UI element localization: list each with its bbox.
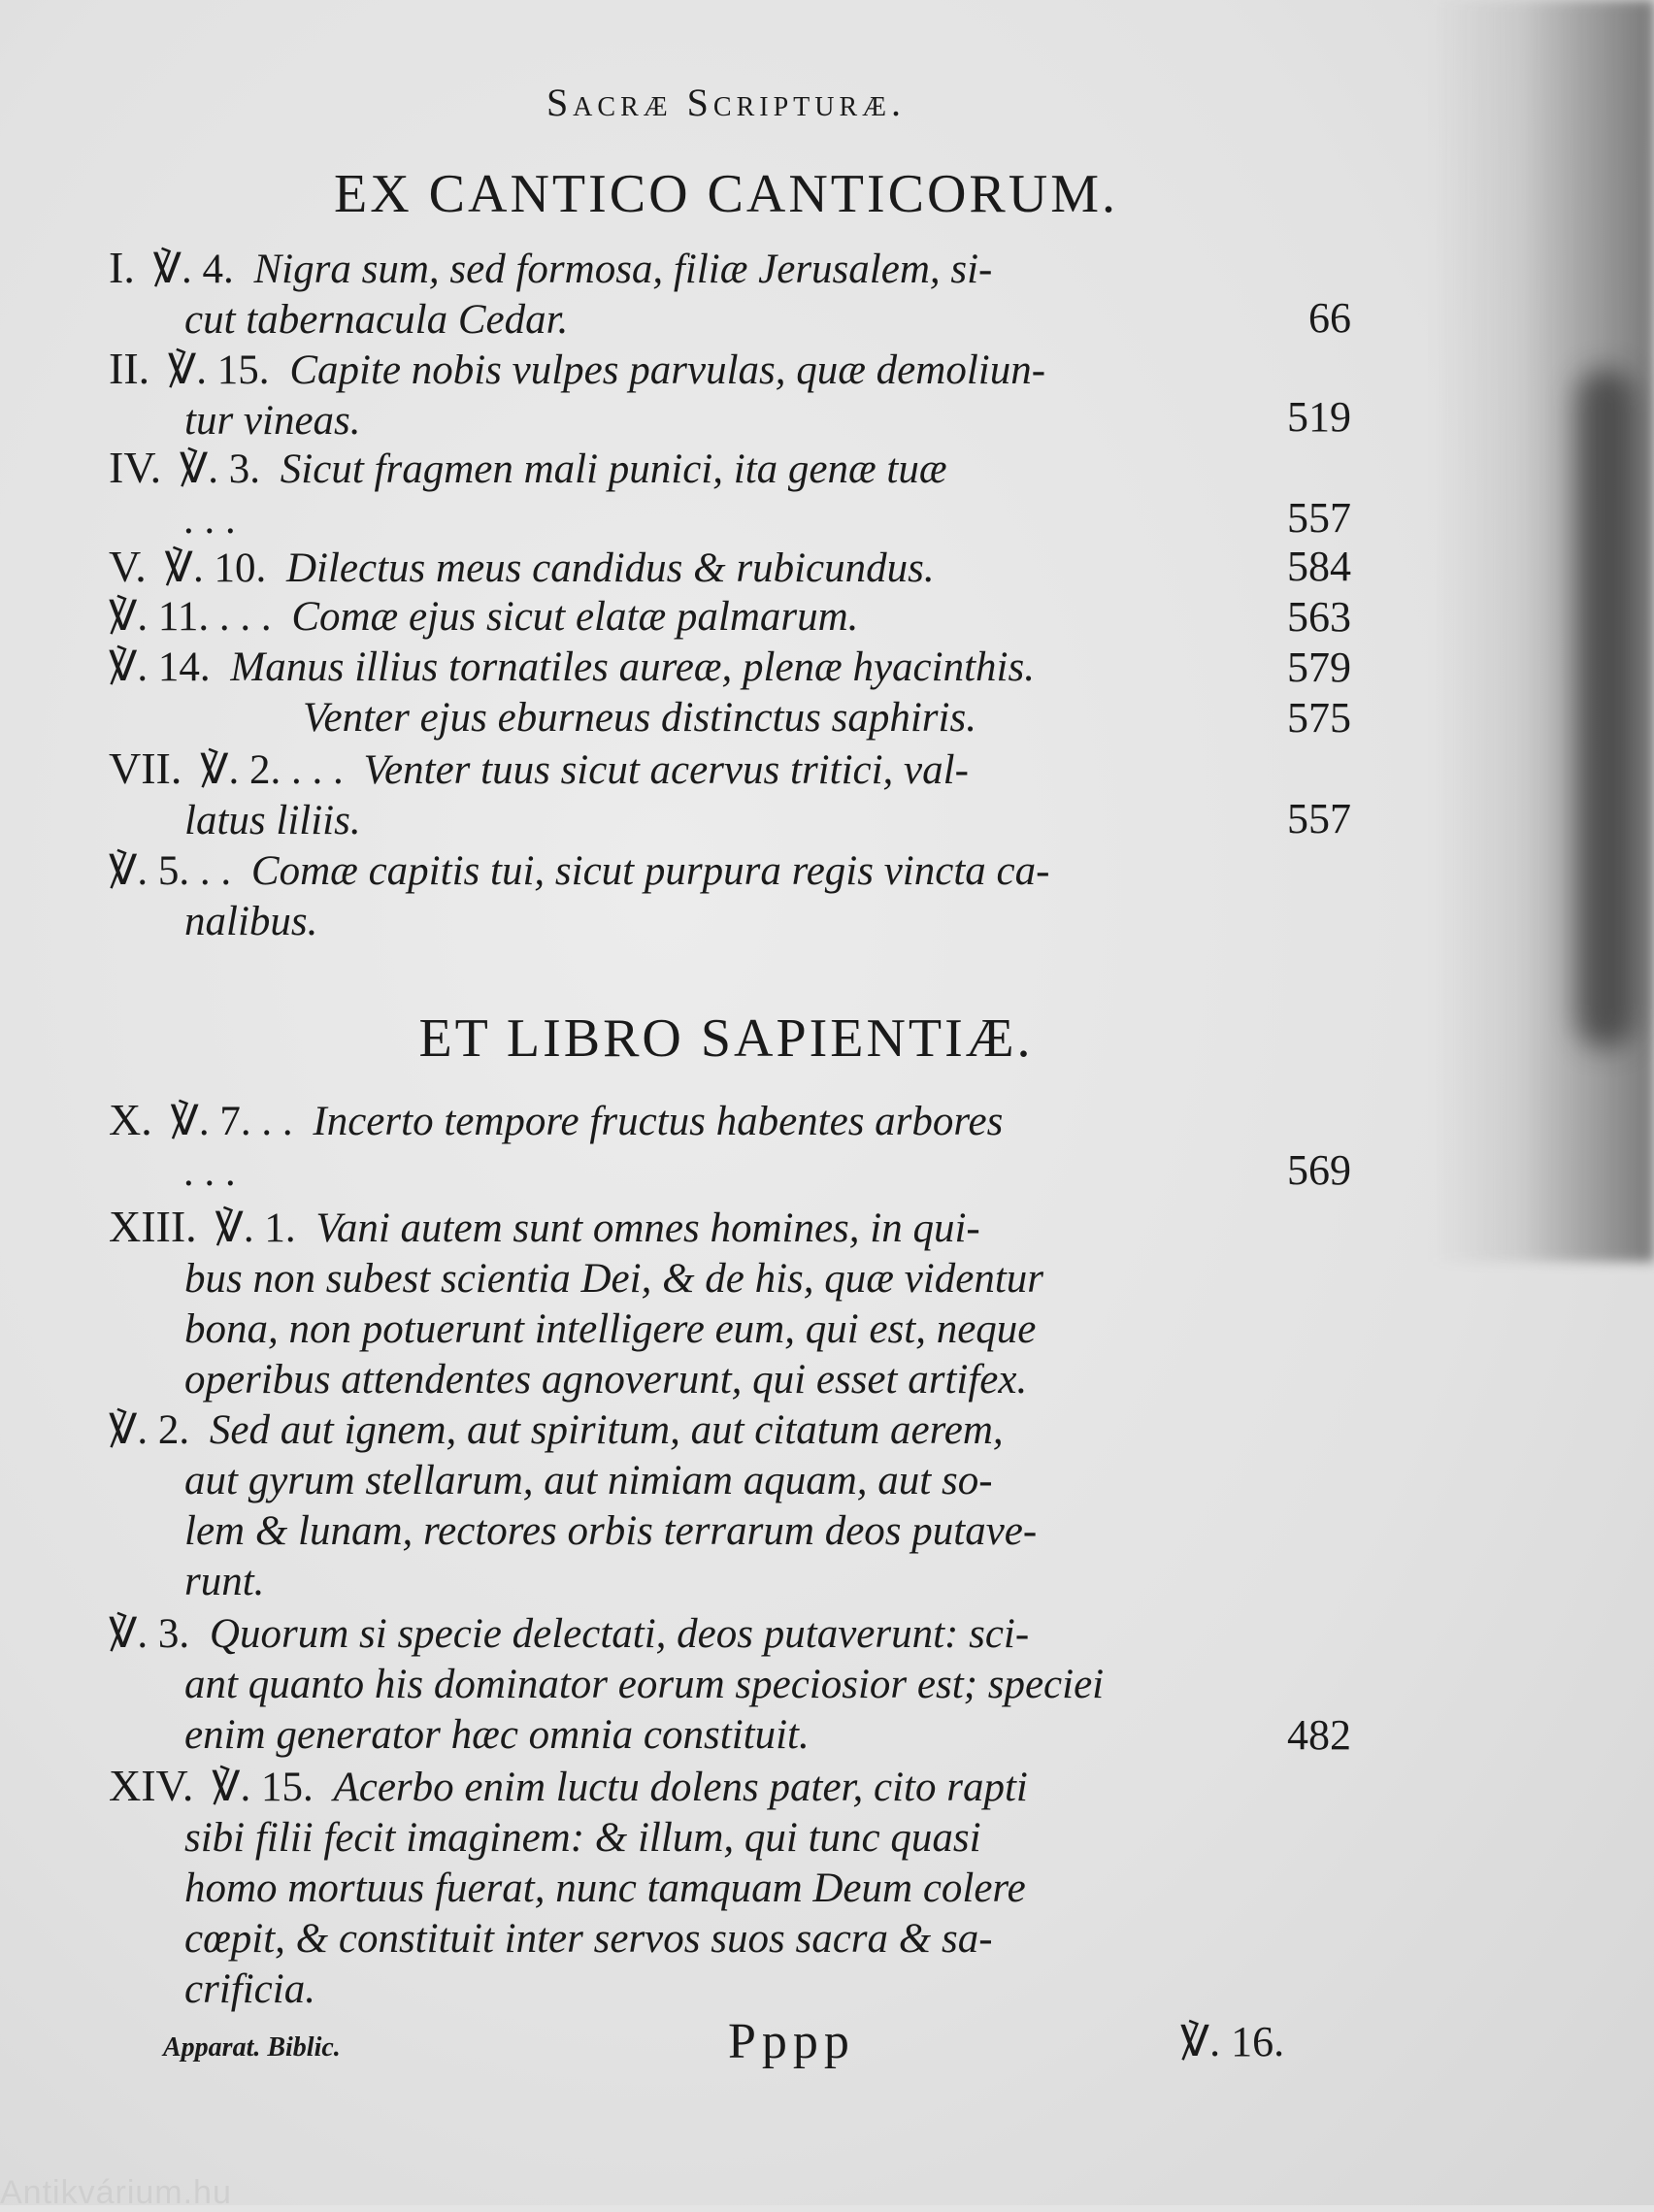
chapter-number: I.: [109, 243, 135, 292]
quotation-line: Quorum si specie delectati, deos putaverunt: sci-: [209, 1611, 1030, 1657]
verse-number: ℣. 2. . . .: [200, 747, 344, 793]
page-reference: 569: [1287, 1146, 1351, 1194]
entry-cant-5: [109, 592, 1246, 643]
catchword: ℣. 16.: [1180, 2018, 1285, 2065]
verse-number: ℣. 3.: [109, 1611, 190, 1657]
entry-cant-3: [109, 443, 1246, 545]
quotation-line: lem & lunam, rectores orbis terrarum deos putave-: [184, 1508, 1038, 1554]
entry-cant-6: [109, 643, 1246, 693]
quotation-line: nalibus.: [184, 899, 318, 944]
verse-number: ℣. 7. . .: [170, 1099, 293, 1144]
page-reference: 519: [1287, 393, 1351, 441]
running-head: Sacræ Scripturæ.: [546, 81, 907, 124]
quotation-line: Comæ ejus sicut elatæ palmarum.: [291, 594, 859, 640]
page-reference: 557: [1287, 494, 1351, 542]
page-reference: 579: [1287, 644, 1351, 691]
quotation-line: sibi filii fecit imaginem: & illum, qui tunc quasi: [184, 1815, 981, 1861]
entry-sap-2: [109, 1202, 1246, 1405]
quotation-line: aut gyrum stellarum, aut nimiam aquam, aut so-: [184, 1458, 993, 1503]
verse-number: ℣. 14.: [109, 644, 211, 690]
page-reference: 575: [1287, 694, 1351, 742]
ink-stain: [1576, 369, 1635, 1048]
entry-cant-8: [109, 743, 1246, 846]
entry-sap-3: [109, 1405, 1246, 1607]
signature-mark: Pppp: [728, 2014, 855, 2069]
entry-cant-1: [109, 243, 1246, 346]
verse-number: ℣. 11. . . .: [109, 594, 272, 640]
quotation-line: operibus attendentes agnoverunt, qui esset artifex.: [184, 1357, 1028, 1403]
quotation-line: homo mortuus fuerat, nunc tamquam Deum colere: [184, 1865, 1026, 1911]
verse-number: ℣. 5. . .: [109, 848, 232, 894]
quotation-line: Vani autem sunt omnes homines, in qui-: [315, 1205, 980, 1251]
verse-number: ℣. 2.: [109, 1407, 190, 1453]
entry-sap-5: [109, 1761, 1246, 2015]
quotation-line: cœpit, & constituit inter servos suos sacra & sa-: [184, 1916, 993, 1962]
quotation-line: runt.: [184, 1559, 265, 1604]
quotation-line: Acerbo enim luctu dolens pater, cito rapti: [333, 1765, 1028, 1810]
quotation-line: Venter ejus eburneus distinctus saphiris.: [303, 695, 976, 741]
chapter-number: IV.: [109, 443, 162, 492]
chapter-number: XIII.: [109, 1202, 197, 1251]
verse-number: ℣. 15.: [167, 347, 270, 393]
verse-number: ℣. 15.: [212, 1765, 314, 1810]
footer-book-title: Apparat. Biblic.: [163, 2032, 341, 2063]
quotation-line: ant quanto his dominator eorum speciosior est; speciei: [184, 1662, 1105, 1707]
quotation-line: enim generator hæc omnia constituit.: [184, 1712, 810, 1758]
page-reference: 66: [1308, 294, 1351, 342]
quotation-line: Venter tuus sicut acervus tritici, val-: [363, 747, 969, 793]
verse-number: ℣. 1.: [215, 1205, 296, 1251]
quotation-line: latus liliis.: [184, 798, 361, 843]
quotation-line: Manus illius tornatiles aureæ, plenæ hyacinthis.: [230, 644, 1035, 690]
chapter-number: II.: [109, 344, 150, 393]
quotation-line: Incerto tempore fructus habentes arbores: [313, 1099, 1004, 1144]
entry-cant-4: [109, 542, 1246, 594]
quotation-line: Sicut fragmen mali punici, ita genæ tuæ: [280, 446, 947, 492]
quotation-line: Capite nobis vulpes parvulas, quæ demoliun-: [289, 347, 1046, 393]
verse-number: ℣. 4.: [152, 247, 234, 292]
quotation-line: tur vineas.: [184, 398, 361, 444]
verse-number: ℣. 3.: [179, 446, 261, 492]
chapter-number: X.: [109, 1095, 152, 1144]
quotation-line: . . .: [184, 1149, 237, 1195]
entry-sap-4: [109, 1609, 1246, 1761]
section-heading-canticum: EX CANTICO CANTICORUM.: [334, 164, 1118, 224]
verse-number: ℣. 10.: [164, 545, 267, 591]
quotation-line: bona, non potuerunt intelligere eum, qui est, neque: [184, 1306, 1037, 1352]
page-reference: 584: [1287, 543, 1351, 590]
quotation-line: cut tabernacula Cedar.: [184, 297, 569, 343]
entry-cant-2: [109, 344, 1246, 446]
quotation-line: bus non subest scientia Dei, & de his, quæ videntur: [184, 1256, 1044, 1302]
entry-cant-7: [303, 693, 1235, 743]
quotation-line: Comæ capitis tui, sicut purpura regis vincta ca-: [250, 848, 1050, 894]
section-heading-sapientia: ET LIBRO SAPIENTIÆ.: [418, 1008, 1034, 1069]
chapter-number: VII.: [109, 743, 182, 793]
page-reference: 557: [1287, 795, 1351, 842]
quotation-line: Nigra sum, sed formosa, filiæ Jerusalem, si-: [253, 247, 993, 292]
quotation-line: Sed aut ignem, aut spiritum, aut citatum aerem,: [209, 1407, 1004, 1453]
quotation-line: . . .: [184, 497, 237, 543]
chapter-number: XIV.: [109, 1761, 194, 1810]
watermark: Antikvárium.hu: [0, 2174, 232, 2211]
entry-cant-9: [109, 846, 1246, 947]
entry-sap-1: [109, 1095, 1246, 1198]
page-reference: 482: [1287, 1711, 1351, 1759]
quotation-line: Dilectus meus candidus & rubicundus.: [285, 545, 935, 591]
quotation-line: crificia.: [184, 1966, 315, 2012]
page-reference: 563: [1287, 593, 1351, 641]
chapter-number: V.: [109, 542, 147, 591]
